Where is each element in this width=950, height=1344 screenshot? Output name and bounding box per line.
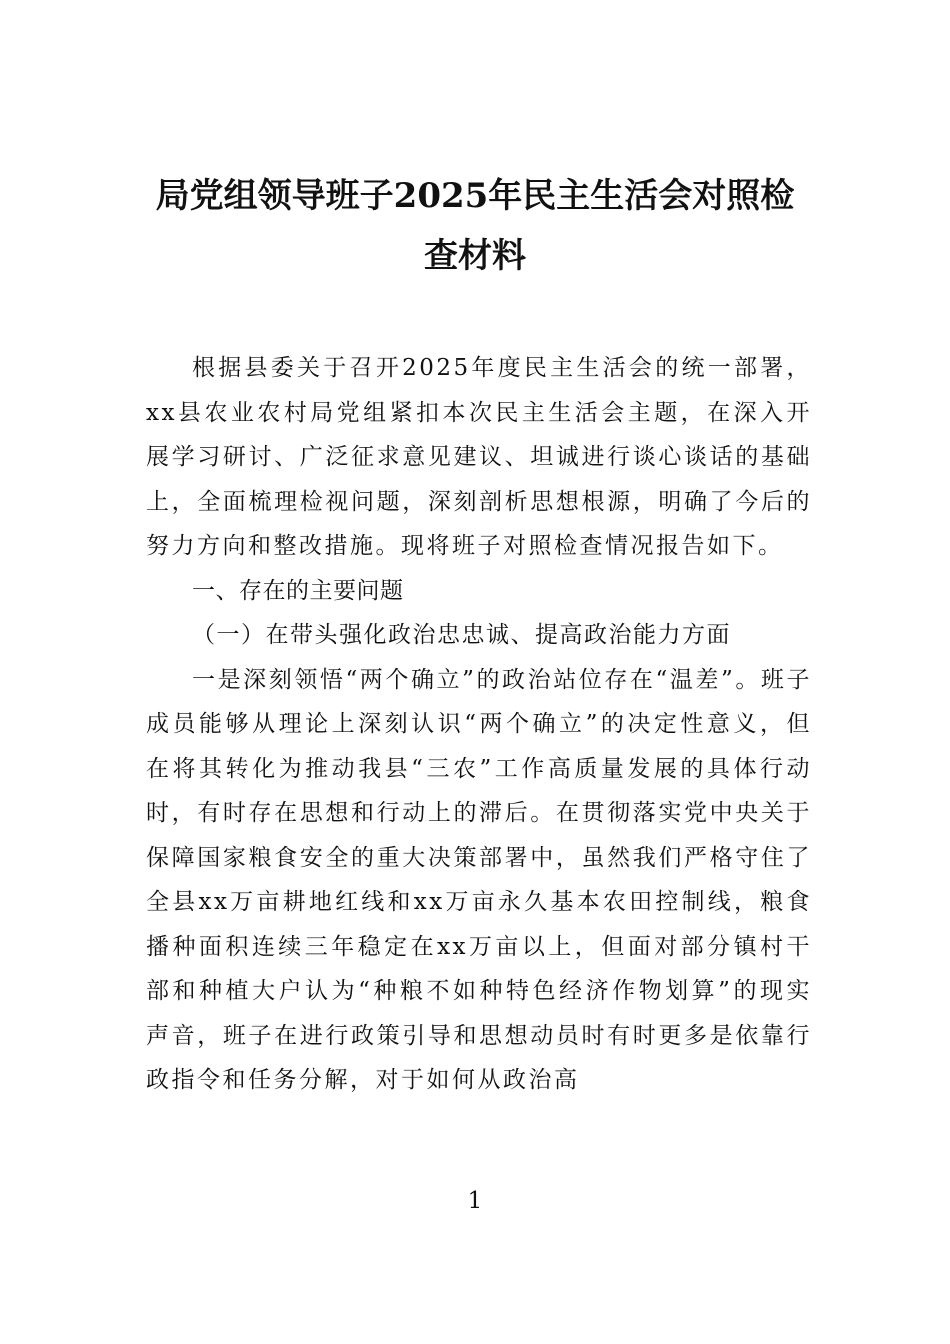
subsection-heading-1: （一）在带头强化政治忠忠诚、提高政治能力方面 [192, 622, 731, 648]
page-number: 1 [467, 1188, 483, 1214]
body-paragraph-1: 一是深刻领悟“两个确立”的政治站位存在“温差”。班子成员能够从理论上深刻认识“两个确立”的决定性意义，但在将其转化为推动我县“三农”工作高质量发展的具体行动时，有时存在思想和行动上的滞后。在贯彻落实党中央关于保障国家粮食安全的重大决策部署中，虽然我们严格守住了全县xx万亩耕地红线和xx万亩永久基本农田控制线，粮食播种面积连续三年稳定在xx万亩以上，但面对部分镇村干部和种植大户认为“种粮不如种特色经济作物划算”的现实声音，班子在进行政策引导和思想动员时有时更多是依靠行政指令和任务分解，对于如何从政治高 [146, 666, 812, 1093]
section-heading-1: 一、存在的主要问题 [192, 577, 404, 604]
document-title: 局党组领导班子2025年民主生活会对照检查材料 [155, 176, 795, 276]
intro-paragraph: 根据县委关于召开2025年度民主生活会的统一部署，xx县农业农村局党组紧扣本次民主生活会主题，在深入开展学习研讨、广泛征求意见建议、坦诚进行谈心谈话的基础上，全面梳理检视问题，深刻剖析思想根源，明确了今后的努力方向和整改措施。现将班子对照检查情况报告如下。 [146, 355, 812, 559]
document-body [146, 346, 812, 1103]
